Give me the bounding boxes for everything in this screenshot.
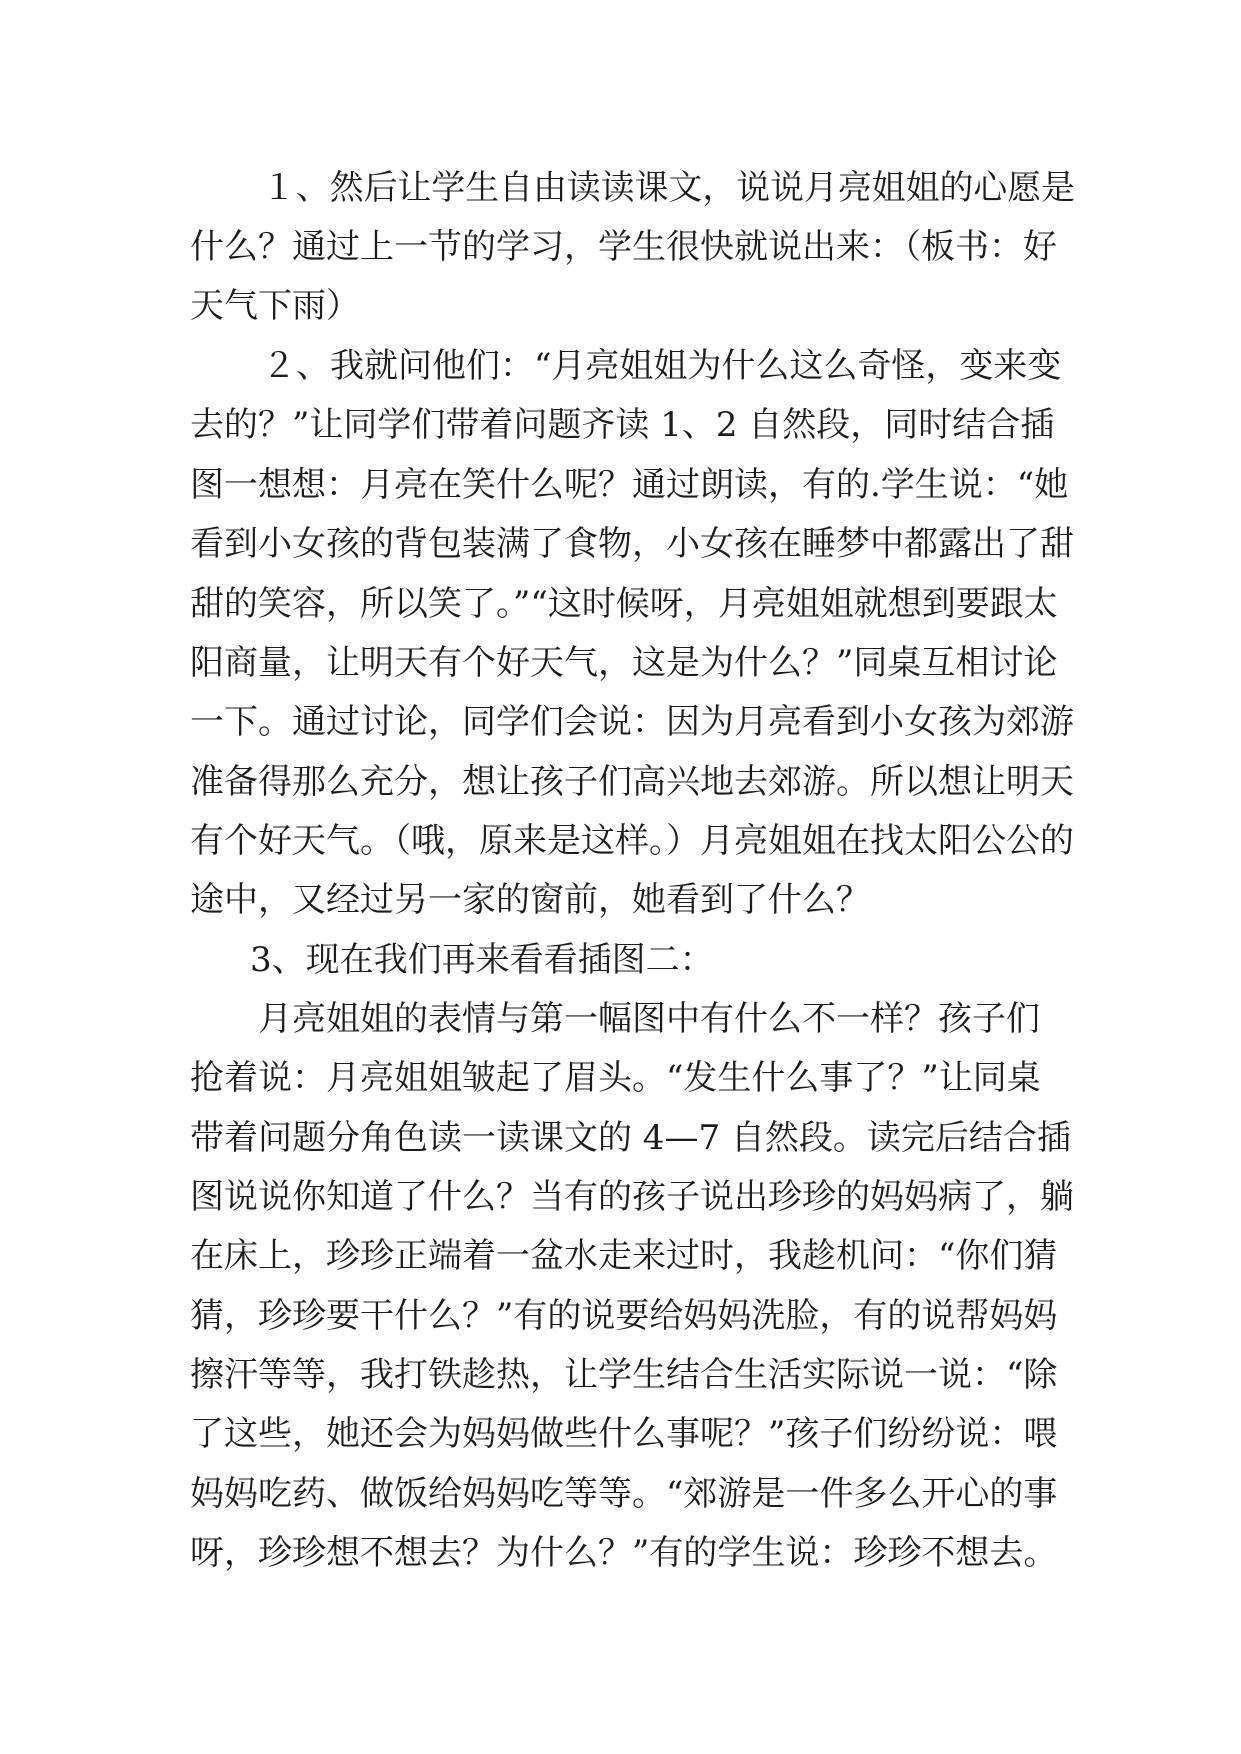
text-line: １、然后让学生自由读读课文，说说月亮姐姐的心愿是 [262,168,1075,208]
text-line: 猜，珍珍要干什么？”有的说要给妈妈洗脸，有的说帮妈妈 [190,1296,1058,1336]
text-line: 去的？”让同学们带着问题齐读 1、2 自然段，同时结合插 [190,405,1055,445]
text-line: 图说说你知道了什么？当有的孩子说出珍珍的妈妈病了，躺 [190,1177,1074,1217]
text-line: 在床上，珍珍正端着一盆水走来过时，我趁机问：“你们猜 [190,1236,1058,1276]
text-line: 什么？通过上一节的学习，学生很快就说出来：（板书：好 [190,227,1057,267]
text-line: 了这些，她还会为妈妈做些什么事呢？”孩子们纷纷说：喂 [190,1414,1058,1454]
text-line: 甜的笑容，所以笑了。”“这时候呀，月亮姐姐就想到要跟太 [190,584,1058,624]
text-line: 3、现在我们再来看看插图二： [250,940,714,980]
text-line: 呀，珍珍想不想去？为什么？”有的学生说：珍珍不想去。 [190,1533,1058,1573]
text-line: 天气下雨） [190,286,360,326]
text-line: 月亮姐姐的表情与第一幅图中有什么不一样？孩子们 [258,999,1040,1039]
text-line: 图一想想：月亮在笑什么呢？通过朗读，有的.学生说：“她 [190,465,1069,505]
text-line: 一下。通过讨论，同学们会说：因为月亮看到小女孩为郊游 [190,702,1074,742]
text-line: 擦汗等等，我打铁趁热，让学生结合生活实际说一说：“除 [190,1355,1058,1395]
text-line: 妈妈吃药、做饭给妈妈吃等等。“郊游是一件多么开心的事 [190,1474,1058,1514]
text-line: 带着问题分角色读一读课文的 4—7 自然段。读完后结合插 [190,1118,1071,1158]
text-line: 看到小女孩的背包装满了食物，小女孩在睡梦中都露出了甜 [190,524,1074,564]
text-line: 有个好天气。（哦，原来是这样。）月亮姐姐在找太阳公公的 [190,821,1074,861]
text-line: 准备得那么充分，想让孩子们高兴地去郊游。所以想让明天 [190,762,1074,802]
text-line: ２、我就问他们：“月亮姐姐为什么这么奇怪，变来变 [262,346,1062,386]
text-line: 途中，又经过另一家的窗前，她看到了什么？ [190,880,870,920]
text-line: 抢着说：月亮姐姐皱起了眉头。“发生什么事了？”让同桌 [190,1058,1041,1098]
text-line: 阳商量，让明天有个好天气，这是为什么？”同桌互相讨论 [190,643,1058,683]
